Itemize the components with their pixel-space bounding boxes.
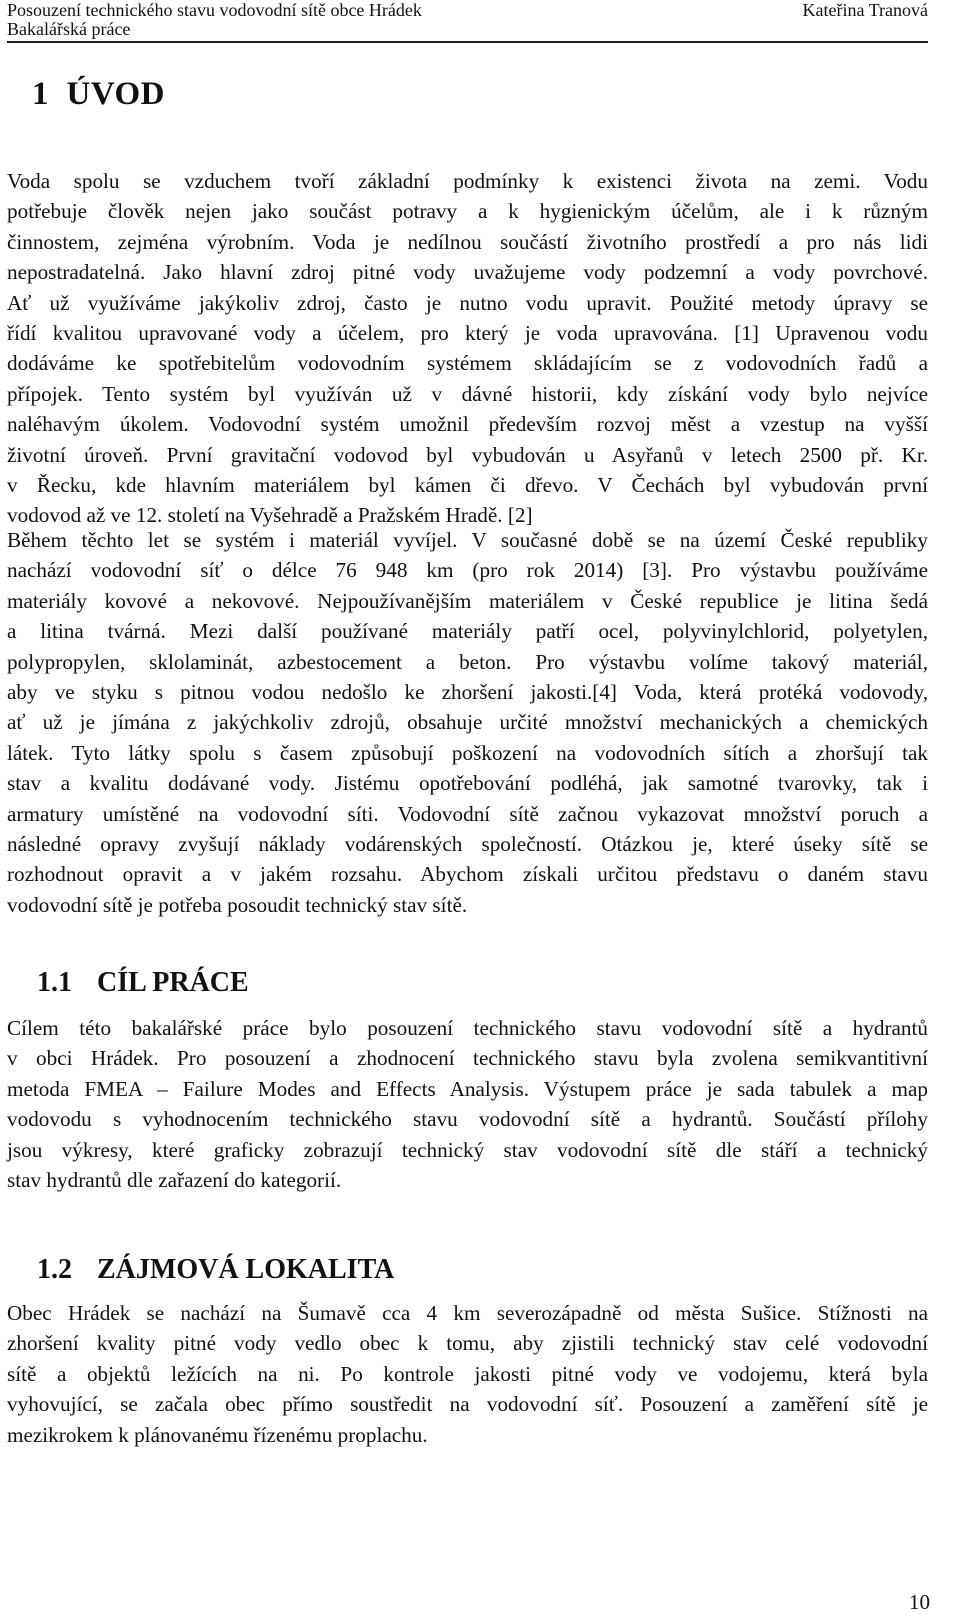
chapter-title: ÚVOD [66,76,166,112]
header-subtitle: Bakalářská práce [7,19,131,39]
text-line: v Řecku, kde hlavním materiálem byl kámen či dřevo. V Čechách byl vybudován první [7,473,928,498]
text-line: látek. Tyto látky spolu s časem způsobují poškození na vodovodních sítích a zhoršují tak [7,740,928,765]
section-title: CÍL PRÁCE [97,967,249,998]
header-left [7,1,422,39]
text-line: přípojek. Tento systém byl využíván už v dávné historii, kdy získání vody bylo nejvíce [7,381,928,406]
section-heading-1-1 [37,966,249,1000]
text-line: nachází vodovodní síť o délce 76 948 km (pro rok 2014) [3]. Pro výstavbu používáme [7,558,928,583]
text-line: nepostradatelná. Jako hlavní zdroj pitné vody uvažujeme vody podzemní a vody povrchové. [7,260,928,285]
text-line: jsou výkresy, které graficky zobrazují technický stav vodovodní sítě dle stáří a technický [7,1137,928,1162]
text-line: řídí kvalitou upravované vody a účelem, pro který je voda upravována. [1] Upravenou vodu [7,321,928,346]
header-title: Posouzení technického stavu vodovodní sítě obce Hrádek [7,0,422,20]
text-line: Voda spolu se vzduchem tvoří základní podmínky k existenci života na zemi. Vodu [7,169,928,193]
section-title: ZÁJMOVÁ LOKALITA [97,1254,395,1285]
text-line: ať už je jímána z jakýchkoliv zdrojů, obsahuje určité množství mechanických a chemických [7,710,928,735]
text-line: v obci Hrádek. Pro posouzení a zhodnocení technického stavu byla zvolena semikvantitivní [7,1046,928,1071]
chapter-number: 1 [32,76,49,112]
section-number: 1.1 [37,967,72,998]
header-author: Kateřina Tranová [802,0,928,20]
text-line: polypropylen, sklolaminát, azbestocement a beton. Pro výstavbu volíme takový materiál, [7,649,928,674]
text-line: mezikrokem k plánovanému řízenému proplachu. [7,1422,428,1447]
text-line: Ať už využíváme jakýkoliv zdroj, často je nutno vodu upravit. Použité metody úpravy se [7,290,928,315]
text-line: Cílem této bakalářské práce bylo posouzení technického stavu vodovodní sítě a hydrantů [7,1016,928,1040]
text-line: rozhodnout opravit a v jakém rozsahu. Abychom získali určitou představu o daném stavu [7,862,928,887]
text-line: vodovodní sítě je potřeba posoudit technický stav sítě. [7,892,468,917]
text-line: následné opravy zvyšují náklady vodárenských společností. Otázkou je, které úseky sítě se [7,832,928,857]
text-line: vodovodu s vyhodnocením technického stavu vodovodní sítě a hydrantů. Součástí přílohy [7,1107,928,1132]
text-line: zhoršení kvality pitné vody vedlo obec k tomu, aby zjistili technický stav celé vodovodní [7,1331,928,1356]
text-line: činnostem, zejména výrobním. Voda je nedílnou součástí životního prostředí a pro nás lidi [7,229,928,254]
text-line: a litina tvárná. Mezi další používané materiály patří ocel, polyvinylchlorid, polyetylen, [7,619,928,644]
text-line: Během těchto let se systém i materiál vyvíjel. V současné době se na území České republiky [7,528,928,552]
section-heading-1-2 [37,1253,394,1287]
text-line: materiály kovové a nekovové. Nejpoužívanějším materiálem v České republice je litina šedá [7,588,928,613]
section-number: 1.2 [37,1254,72,1285]
text-line: vyhovující, se začala obec přímo soustředit na vodovodní síť. Posouzení a zaměření sítě je [7,1392,928,1417]
intro-paragraph-2 [7,525,928,920]
section-1-1-paragraph [7,1013,928,1195]
page-header [7,0,928,43]
text-line: sítě a objektů ležících na ni. Po kontrole jakosti pitné vody ve vodojemu, která byla [7,1361,928,1386]
text-line: potřebuje člověk nejen jako součást potravy a k hygienickým účelům, ale i k různým [7,199,928,224]
text-line: stav hydrantů dle zařazení do kategorií. [7,1168,342,1193]
text-line: Obec Hrádek se nachází na Šumavě cca 4 km severozápadně od města Sušice. Stížnosti na [7,1301,928,1325]
text-line: dodáváme ke spotřebitelům vodovodním systémem skládajícím se z vodovodních řadů a [7,351,928,376]
text-line: životní úroveň. První gravitační vodovod byl vybudován u Asyřanů v letech 2500 př. Kr. [7,442,928,467]
text-line: armatury umístěné na vodovodní síti. Vodovodní sítě začnou vykazovat množství poruch a [7,801,928,826]
text-line: vodovod až ve 12. století na Vyšehradě a Pražském Hradě. [2] [7,503,533,528]
text-line: naléhavým úkolem. Vodovodní systém umožnil především rozvoj měst a vzestup na vyšší [7,412,928,437]
intro-paragraph-1 [7,166,928,531]
chapter-heading [32,74,165,114]
text-line: metoda FMEA – Failure Modes and Effects Analysis. Výstupem práce je sada tabulek a map [7,1076,928,1101]
section-1-2-paragraph [7,1298,928,1450]
text-line: stav a kvalitu dodávané vody. Jistému opotřebování podléhá, jak samotné tvarovky, tak i [7,771,928,796]
text-line: aby ve styku s pitnou vodou nedošlo ke zhoršení jakosti.[4] Voda, která protéká vodovody, [7,680,928,705]
page-number: 10 [909,1590,930,1614]
